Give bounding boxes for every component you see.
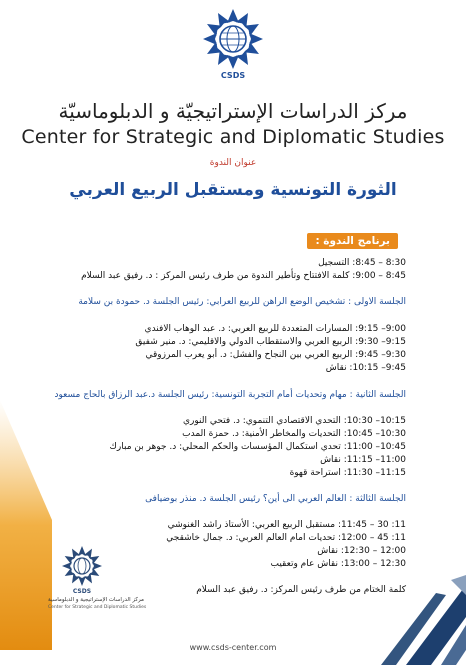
seminar-subtitle: عنوان الندوة	[209, 158, 257, 168]
csds-logo	[196, 6, 270, 80]
schedule-line: 11: 45 – 12:00: تحديات امام العالم العربي: د. جمال خاشقجي	[166, 533, 406, 543]
schedule-line: 10:15– 10:30: التحدي الاقتصادي التنموي: د. فتحي النوري	[182, 416, 406, 426]
center-title-arabic: مركز الدراسات الإستراتيجيّة و الدبلوماسيّة	[58, 99, 408, 123]
logo-text: CSDS	[220, 71, 246, 80]
footer-logo-subtitle: Center for Strategic and Diplomatic Studies	[48, 605, 147, 610]
schedule-line: 9:15– 9:30: الربيع العربي والاستقطاب الدولي والاقليمي: د. منير شفيق	[135, 337, 406, 347]
footer-logo-title: مركز الدراسات الإستراتيجية و الدبلوماسية	[48, 597, 144, 603]
session-heading: الجلسة الثالثة : العالم العربي الى أين؟ رئيس الجلسة د. منذر بوضيافى	[145, 494, 406, 504]
seminar-title: الثورة التونسية ومستقبل الربيع العربي	[69, 180, 397, 200]
schedule-line: 8:45 – 9:00: كلمة الافتتاح وتأطير الندوة من طرف رئيس المركز : د. رفيق عبد السلام	[81, 271, 406, 281]
schedule-line: 10:30– 10:45: التحديات والمخاطر الأمنية: د. حمزة المدب	[182, 429, 406, 439]
schedule-line: 12:30 – 13:00: نقاش عام وتعقيب	[270, 559, 406, 569]
session-heading: الجلسة الثانية : مهام وتحديات أمام التجربة التونسية: رئيس الجلسة د.عبد الرزاق بالحاج مسعود	[54, 390, 406, 400]
closing-line: كلمة الختام من طرف رئيس المركز: د. رفيق عبد السلام	[196, 585, 406, 595]
small-logo-text: CSDS	[72, 588, 92, 595]
schedule-line: 9:45– 10:15: نقاش	[325, 363, 406, 373]
program-label: برنامج الندوة :	[307, 233, 398, 249]
schedule-line: 10:45– 11:00: تحدي استكمال المؤسسات والحكم المحلي: د. جوهر بن مبارك	[109, 442, 406, 452]
center-title-english: Center for Strategic and Diplomatic Studies	[21, 126, 445, 148]
schedule-line: 9:00– 9:15: المسارات المتعددة للربيع العربي: د. عبد الوهاب الافندي	[144, 324, 406, 334]
website-url[interactable]: www.csds-center.com	[189, 643, 277, 652]
schedule-line: 11: 30 – 11:45: مستقبل الربيع العربي: الأستاذ راشد الغنوشي	[167, 520, 406, 530]
decorative-left-strip	[0, 380, 52, 650]
schedule-line: 9:30– 9:45: الربيع العربي بين النجاح والفشل: د. أبو يعرب المرزوقي	[145, 350, 406, 360]
schedule-line: 8:30 – 8:45: التسجيل	[318, 258, 406, 268]
schedule-line: 11:00– 11:15: نقاش	[320, 455, 406, 465]
session-heading: الجلسة الاولى : تشخيص الوضع الراهن للربيع العرابي: رئيس الجلسة د. حمودة بن سلامة	[78, 297, 406, 307]
schedule-line: 12:00 – 12:30: نقاش	[317, 546, 406, 556]
schedule-line: 11:15– 11:30: استراحة قهوة	[289, 468, 406, 478]
